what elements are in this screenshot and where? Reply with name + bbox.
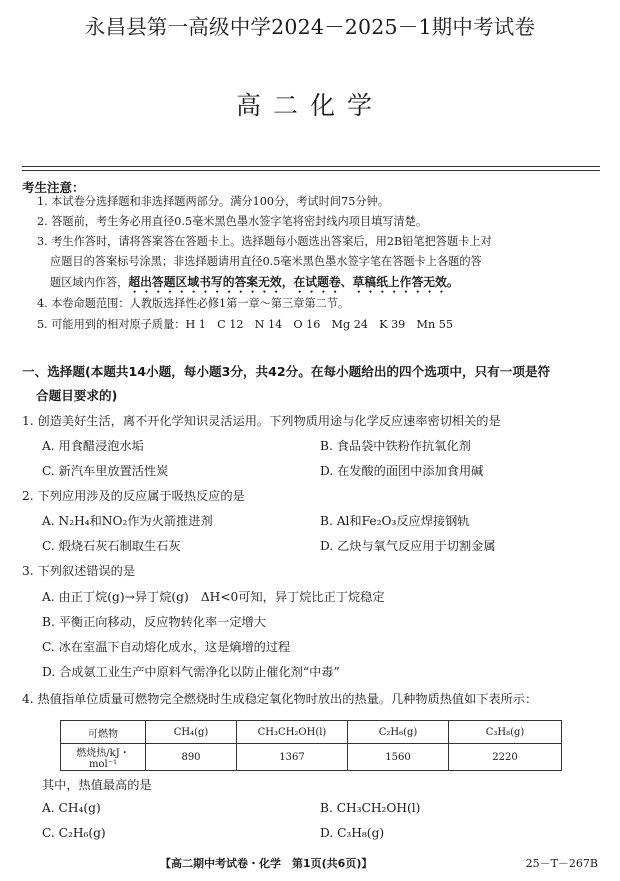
table-cell: 可燃物 — [61, 721, 146, 744]
q3-stem: 3. 下列叙述错误的是 — [22, 564, 136, 578]
heat-value-table — [60, 720, 562, 771]
q2-option-a: A. N₂H₄和NO₂作为火箭推进剂 — [42, 514, 213, 528]
table-cell: C₂H₆(g) — [348, 721, 449, 744]
notice-item-5: 5. 可能用到的相对原子质量：H 1 C 12 N 14 O 16 Mg 24 K 39 Mn 55 — [37, 318, 453, 331]
section-heading-line-2: 合题目要求的) — [36, 388, 118, 403]
q1-option-c: C. 新汽车里放置活性炭 — [42, 464, 169, 478]
notice-item-1: 1. 本试卷分选择题和非选择题两部分。满分100分，考试时间75分钟。 — [37, 195, 389, 208]
q2-option-d: D. 乙炔与氧气反应用于切割金属 — [320, 539, 496, 553]
notice-item-3: 3. 考生作答时，请将答案答在答题卡上。选择题每小题选出答案后，用2B铅笔把答题卡上对 — [37, 235, 492, 248]
table-cell: 2220 — [449, 744, 562, 771]
exam-title: 永昌县第一高级中学2024－2025－1期中考试卷 — [84, 15, 536, 39]
q4-stem: 4. 热值指单位质量可燃物完全燃烧时生成稳定氧化物时放出的热量。几种物质热值如下表所示： — [22, 692, 538, 706]
q1-stem: 1. 创造美好生活，离不开化学知识灵活运用。下列物质用途与化学反应速率密切相关的是 — [22, 414, 501, 428]
q1-option-a: A. 用食醋浸泡水垢 — [42, 439, 144, 453]
exam-subject: 高二化学 — [235, 91, 384, 120]
q2-stem: 2. 下列应用涉及的反应属于吸热反应的是 — [22, 489, 245, 503]
divider-bottom — [22, 170, 600, 171]
q4-follow-up: 其中，热值最高的是 — [42, 778, 152, 792]
q4-option-b: B. CH₃CH₂OH(l) — [320, 801, 421, 815]
notice-heading: 考生注意： — [22, 180, 85, 195]
table-cell: 890 — [146, 744, 237, 771]
notice-item-3-tail — [50, 273, 459, 296]
paper-code: 25－T－267B — [525, 857, 598, 870]
notice-item-3-cont: 应题目的答案标号涂黑；非选择题请用直径0.5毫米黑色墨水签字笔在答题卡上各题的答 — [50, 255, 482, 268]
table-cell: C₃H₈(g) — [449, 721, 562, 744]
q4-option-c: C. C₂H₆(g) — [42, 826, 106, 840]
table-cell: 燃烧热/kJ・mol⁻¹ — [61, 744, 146, 771]
q2-option-c: C. 煅烧石灰石制取生石灰 — [42, 539, 181, 553]
q2-option-b: B. Al和Fe₂O₃反应焊接钢轨 — [320, 514, 470, 528]
section-heading — [22, 360, 602, 408]
table-cell: CH₃CH₂OH(l) — [237, 721, 348, 744]
q4-option-a: A. CH₄(g) — [42, 801, 101, 815]
table-cell: 1367 — [237, 744, 348, 771]
table-row — [61, 721, 562, 744]
q1-option-d: D. 在发酸的面团中添加食用碱 — [320, 464, 484, 478]
table-cell: 1560 — [348, 744, 449, 771]
notice-emphasis: 超出答题区域书写的答案无效，在试题卷、草稿纸上作答无效。 — [128, 275, 459, 289]
table-cell: CH₄(g) — [146, 721, 237, 744]
q3-option-d: D. 合成氨工业生产中原料气需净化以防止催化剂“中毒” — [42, 665, 340, 679]
page-footer: 【高二期中考试卷・化学 第1页(共6页)】 — [160, 857, 373, 870]
section-heading-line-1: 一、选择题(本题共14小题，每小题3分，共42分。在每小题给出的四个选项中，只有一项是符 — [22, 364, 551, 379]
divider-top — [22, 166, 600, 167]
q1-option-b: B. 食品袋中铁粉作抗氧化剂 — [320, 439, 471, 453]
table-row — [61, 744, 562, 771]
notice-item-2: 2. 答题前，考生务必用直径0.5毫米黑色墨水签字笔将密封线内项目填写清楚。 — [37, 215, 428, 228]
q3-option-c: C. 冰在室温下自动熔化成水，这是熵增的过程 — [42, 640, 291, 654]
notice-item-4: 4. 本卷命题范围：人教版选择性必修1第一章～第三章第二节。 — [37, 297, 350, 310]
q3-option-a: A. 由正丁烷(g)→异丁烷(g) ΔH<0可知，异丁烷比正丁烷稳定 — [42, 590, 385, 604]
notice-item-3-end: 题区域内作答， — [50, 276, 129, 289]
q3-option-b: B. 平衡正向移动，反应物转化率一定增大 — [42, 615, 266, 629]
q4-option-d: D. C₃H₈(g) — [320, 826, 385, 840]
